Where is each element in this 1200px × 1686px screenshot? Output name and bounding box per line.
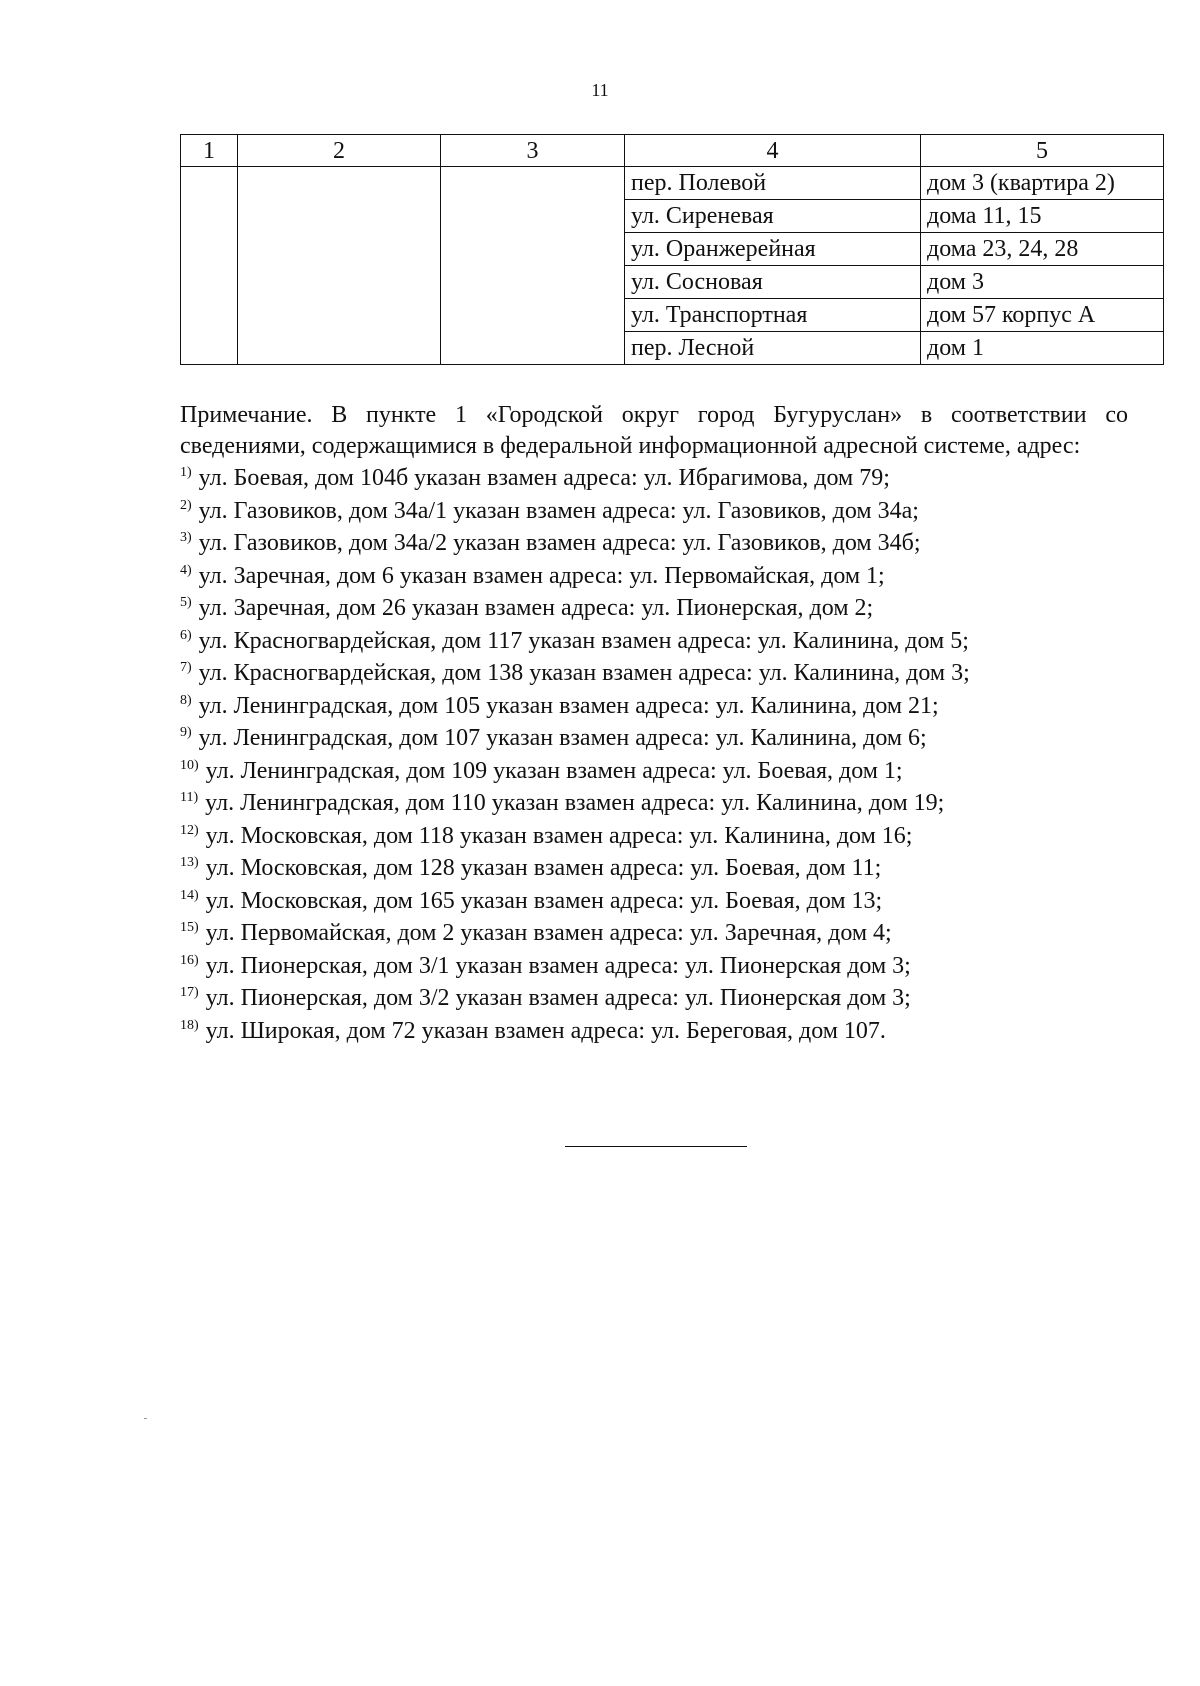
street-cell: ул. Оранжерейная <box>625 233 921 266</box>
note-item-text: ул. Ленинградская, дом 107 указан взамен адреса: ул. Калинина, дом 6; <box>198 725 927 751</box>
note-item-text: ул. Заречная, дом 6 указан взамен адреса: ул. Первомайская, дом 1; <box>198 562 885 589</box>
table-row <box>181 167 1164 200</box>
footnote-mark: 18) <box>180 1017 199 1033</box>
column-header: 4 <box>625 135 921 167</box>
houses-cell: дома 23, 24, 28 <box>921 233 1164 266</box>
table-cell-empty <box>238 167 441 365</box>
street-cell: пер. Лесной <box>625 332 921 365</box>
note-item <box>180 820 1128 853</box>
note-item-text: ул. Пионерская, дом 3/2 указан взамен адреса: ул. Пионерская дом 3; <box>205 985 911 1011</box>
footnote-mark: 7) <box>180 660 192 675</box>
street-cell: пер. Полевой <box>625 167 921 200</box>
footnote-mark: 1) <box>180 465 192 480</box>
scan-speck <box>144 1418 147 1419</box>
end-rule <box>565 1146 747 1147</box>
address-table <box>180 134 1164 365</box>
note-list <box>180 462 1128 1047</box>
houses-cell: дом 1 <box>921 332 1164 365</box>
footnote-mark: 8) <box>180 692 192 708</box>
note-item <box>180 982 1128 1015</box>
footnote-mark: 6) <box>180 627 192 643</box>
table-header-row <box>181 135 1164 167</box>
note-item <box>180 755 1128 788</box>
note-item <box>180 657 1128 690</box>
note-item-text: ул. Боевая, дом 104б указан взамен адреса: ул. Ибрагимова, дом 79; <box>198 465 890 491</box>
note-item <box>180 787 1128 820</box>
note-item-text: ул. Красногвардейская, дом 117 указан взамен адреса: ул. Калинина, дом 5; <box>198 627 969 654</box>
footnote-mark: 4) <box>180 562 192 578</box>
footnote-mark: 10) <box>180 757 199 773</box>
column-header: 1 <box>181 135 238 167</box>
note-item <box>180 852 1128 885</box>
footnote-mark: 9) <box>180 725 192 740</box>
note-item-text: ул. Заречная, дом 26 указан взамен адреса: ул. Пионерская, дом 2; <box>198 595 874 621</box>
footnote-mark: 14) <box>180 887 199 903</box>
note-item-text: ул. Московская, дом 118 указан взамен адреса: ул. Калинина, дом 16; <box>205 822 913 849</box>
note-item <box>180 1015 1128 1048</box>
column-header: 5 <box>921 135 1164 167</box>
footnote-mark: 15) <box>180 920 199 935</box>
street-cell: ул. Сосновая <box>625 266 921 299</box>
table-cell-empty <box>441 167 625 365</box>
footnote-mark: 13) <box>180 855 199 870</box>
note-item <box>180 885 1128 918</box>
note-item-text: ул. Газовиков, дом 34а/1 указан взамен адреса: ул. Газовиков, дом 34а; <box>198 497 919 524</box>
table-cell-empty <box>181 167 238 365</box>
note-item-text: ул. Московская, дом 128 указан взамен адреса: ул. Боевая, дом 11; <box>205 855 882 881</box>
footnote-mark: 2) <box>180 497 192 513</box>
page-number: 11 <box>591 80 609 100</box>
houses-cell: дом 3 <box>921 266 1164 299</box>
note-item-text: ул. Широкая, дом 72 указан взамен адреса: ул. Береговая, дом 107. <box>205 1017 886 1044</box>
footnote-mark: 12) <box>180 822 199 838</box>
note-item <box>180 560 1128 593</box>
note-item <box>180 495 1128 528</box>
footnote-mark: 11) <box>180 790 199 805</box>
footnote-mark: 3) <box>180 530 192 545</box>
note-item-text: ул. Первомайская, дом 2 указан взамен адреса: ул. Заречная, дом 4; <box>205 920 892 946</box>
note-item-text: ул. Пионерская, дом 3/1 указан взамен адреса: ул. Пионерская дом 3; <box>205 952 911 979</box>
note-item <box>180 950 1128 983</box>
note-item <box>180 592 1128 625</box>
column-header: 3 <box>441 135 625 167</box>
footnote-mark: 17) <box>180 985 199 1000</box>
houses-cell: дом 3 (квартира 2) <box>921 167 1164 200</box>
note-item <box>180 690 1128 723</box>
note-item-text: ул. Газовиков, дом 34а/2 указан взамен адреса: ул. Газовиков, дом 34б; <box>198 530 921 556</box>
note-item <box>180 462 1128 495</box>
houses-cell: дома 11, 15 <box>921 200 1164 233</box>
note-item-text: ул. Ленинградская, дом 109 указан взамен адреса: ул. Боевая, дом 1; <box>205 757 903 784</box>
column-header: 2 <box>238 135 441 167</box>
note-section <box>180 400 1128 1047</box>
note-item-text: ул. Красногвардейская, дом 138 указан взамен адреса: ул. Калинина, дом 3; <box>198 660 970 686</box>
note-intro: Примечание. В пункте 1 «Городской округ город Бугуруслан» в соответствии со сведениями, содержащимися в федеральной информационной адресной системе, адрес: <box>180 402 1128 459</box>
note-item <box>180 625 1128 658</box>
footnote-mark: 16) <box>180 952 199 968</box>
note-item-text: ул. Ленинградская, дом 110 указан взамен адреса: ул. Калинина, дом 19; <box>205 790 945 816</box>
note-item <box>180 722 1128 755</box>
footnote-mark: 5) <box>180 595 192 610</box>
street-cell: ул. Сиреневая <box>625 200 921 233</box>
note-item-text: ул. Московская, дом 165 указан взамен адреса: ул. Боевая, дом 13; <box>205 887 883 914</box>
street-cell: ул. Транспортная <box>625 299 921 332</box>
note-item-text: ул. Ленинградская, дом 105 указан взамен адреса: ул. Калинина, дом 21; <box>198 692 939 719</box>
houses-cell: дом 57 корпус А <box>921 299 1164 332</box>
note-item <box>180 917 1128 950</box>
note-item <box>180 527 1128 560</box>
